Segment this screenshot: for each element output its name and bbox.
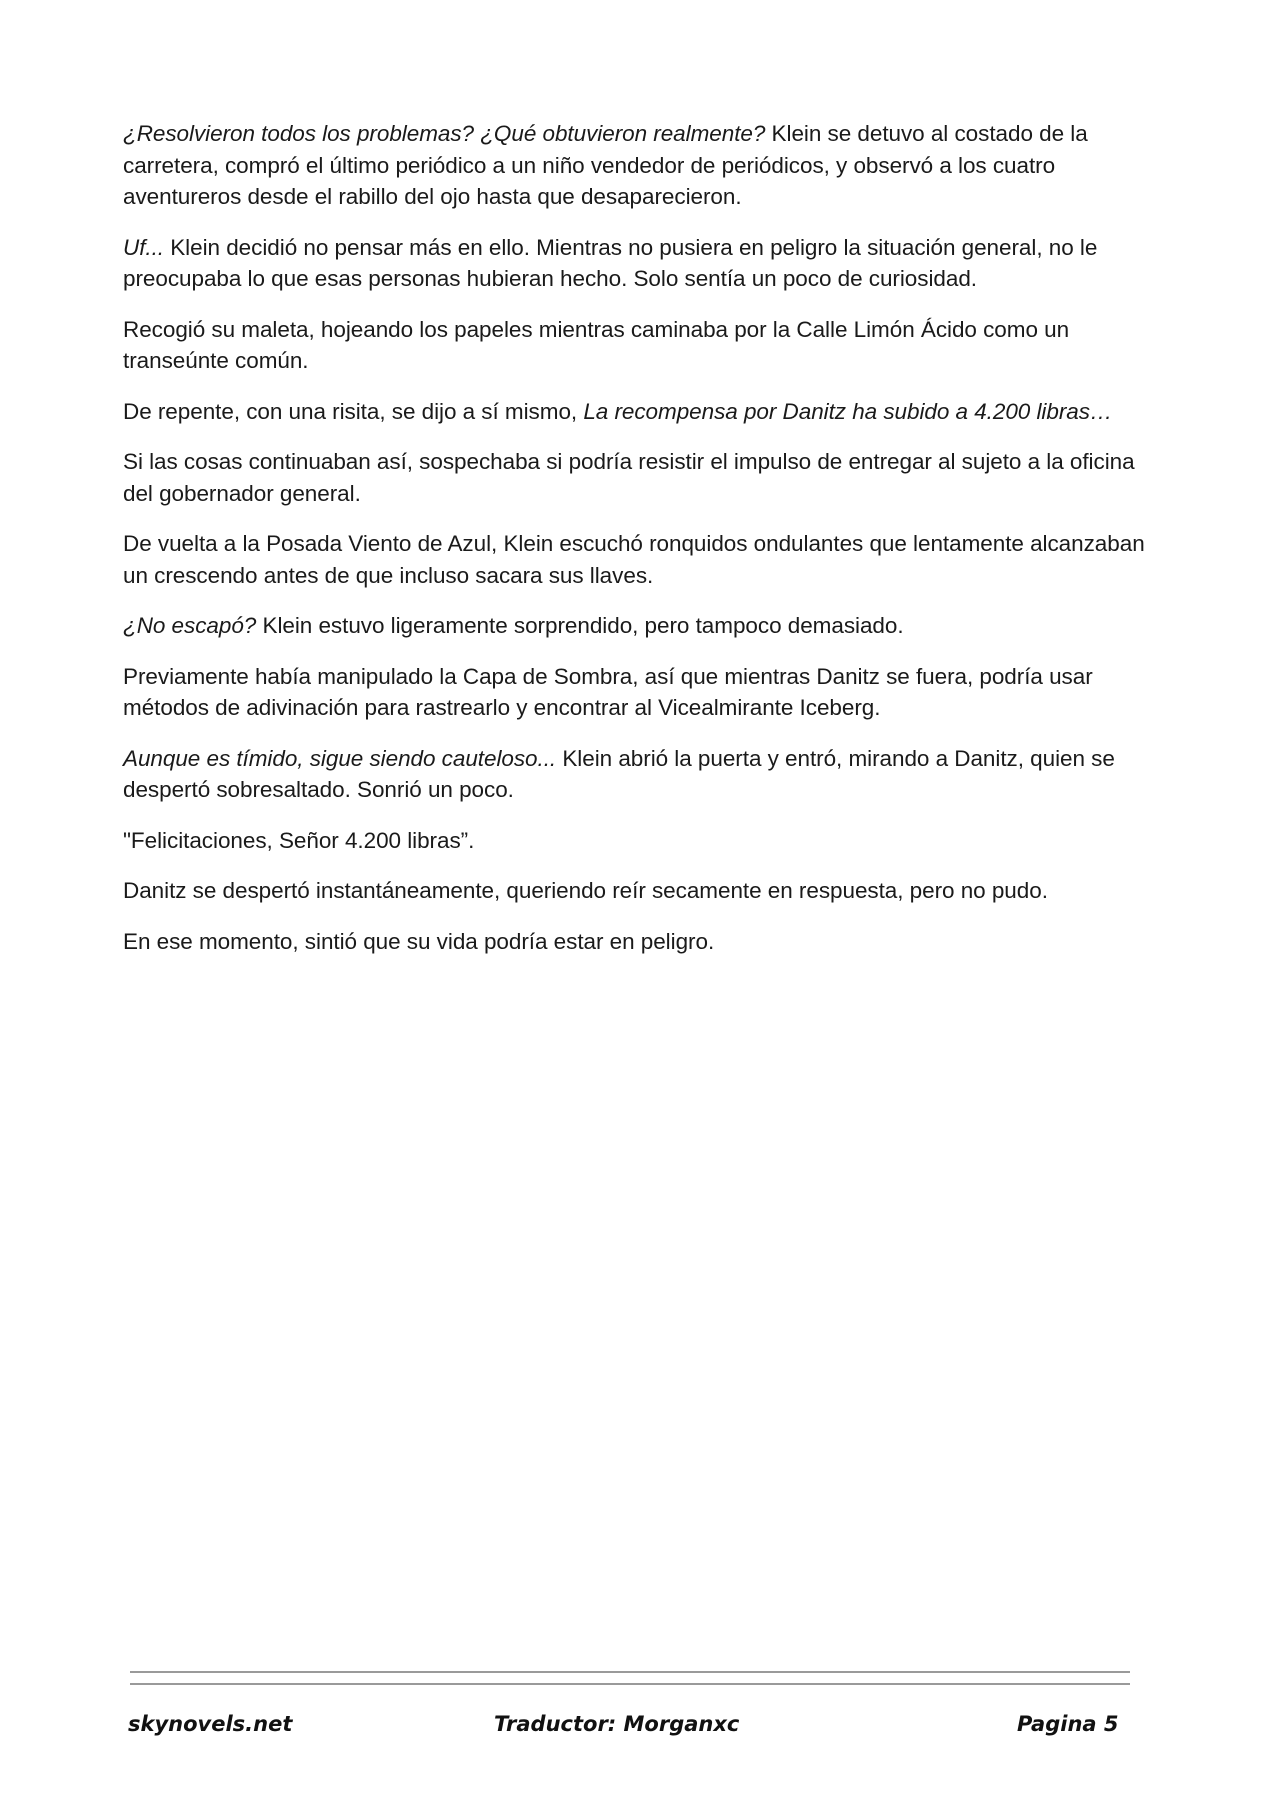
text-run: De repente, con una risita, se dijo a sí mismo, bbox=[123, 398, 584, 424]
text-run: Recogió su maleta, hojeando los papeles mientras caminaba por la Calle Limón Ácido como un transeúnte común. bbox=[123, 316, 1070, 373]
italic-text: Aunque es tímido, sigue siendo cauteloso... bbox=[123, 745, 557, 771]
body-text bbox=[123, 118, 1153, 976]
paragraph bbox=[123, 232, 1153, 295]
paragraph bbox=[123, 528, 1153, 591]
text-run: Previamente había manipulado la Capa de Sombra, así que mientras Danitz se fuera, podría usar métodos de adivinación para rastrearlo y encontrar al Vicealmirante Iceberg. bbox=[123, 663, 1093, 720]
paragraph bbox=[123, 825, 1153, 857]
paragraph bbox=[123, 875, 1153, 907]
text-run: Si las cosas continuaban así, sospechaba si podría resistir el impulso de entregar al sujeto a la oficina del gobernador general. bbox=[123, 449, 1135, 506]
text-run: "Felicitaciones, Señor 4.200 libras”. bbox=[123, 827, 475, 853]
paragraph bbox=[123, 743, 1153, 806]
italic-text: ¿No escapó? bbox=[123, 613, 257, 638]
paragraph bbox=[123, 396, 1153, 428]
italic-text: La recompensa por Danitz ha subido a 4.200 libras… bbox=[583, 398, 1113, 424]
paragraph bbox=[123, 661, 1153, 724]
footer-page-number: Pagina 5 bbox=[1017, 1712, 1119, 1736]
paragraph bbox=[123, 118, 1153, 213]
paragraph bbox=[123, 446, 1153, 509]
text-run: Klein estuvo ligeramente sorprendido, pero tampoco demasiado. bbox=[256, 613, 904, 638]
paragraph bbox=[123, 314, 1153, 377]
text-run: En ese momento, sintió que su vida podría estar en peligro. bbox=[123, 928, 715, 954]
italic-text: Uf... bbox=[123, 234, 165, 260]
paragraph bbox=[123, 610, 1153, 642]
footer-divider-top bbox=[130, 1671, 1130, 1673]
text-run: Klein decidió no pensar más en ello. Mientras no pusiera en peligro la situación general, no le preocupaba lo que esas personas hubieran hecho. Solo sentía un poco de curiosidad. bbox=[123, 234, 1098, 291]
text-run: Klein abrió la puerta y entró, mirando a Danitz, quien se despertó sobresaltado. Sonrió un poco. bbox=[123, 745, 1115, 802]
footer-divider-bottom bbox=[130, 1683, 1130, 1685]
text-run: De vuelta a la Posada Viento de Azul, Klein escuchó ronquidos ondulantes que lentamente alcanzaban un crescendo antes de que incluso sacara sus llaves. bbox=[123, 531, 1145, 588]
footer-site: skynovels.net bbox=[128, 1712, 293, 1736]
page-footer bbox=[128, 1712, 1128, 1746]
text-run: Klein se detuvo al costado de la carretera, compró el último periódico a un niño vendedor de periódicos, y observó a los cuatro aventureros desde el rabillo del ojo hasta que desaparecieron. bbox=[123, 121, 1088, 209]
paragraph bbox=[123, 926, 1153, 958]
text-run: Danitz se despertó instantáneamente, queriendo reír secamente en respuesta, pero no pudo. bbox=[123, 878, 1048, 903]
italic-text: ¿Resolvieron todos los problemas? ¿Qué obtuvieron realmente? bbox=[123, 121, 766, 146]
footer-translator: Traductor: Morganxc bbox=[494, 1712, 740, 1736]
